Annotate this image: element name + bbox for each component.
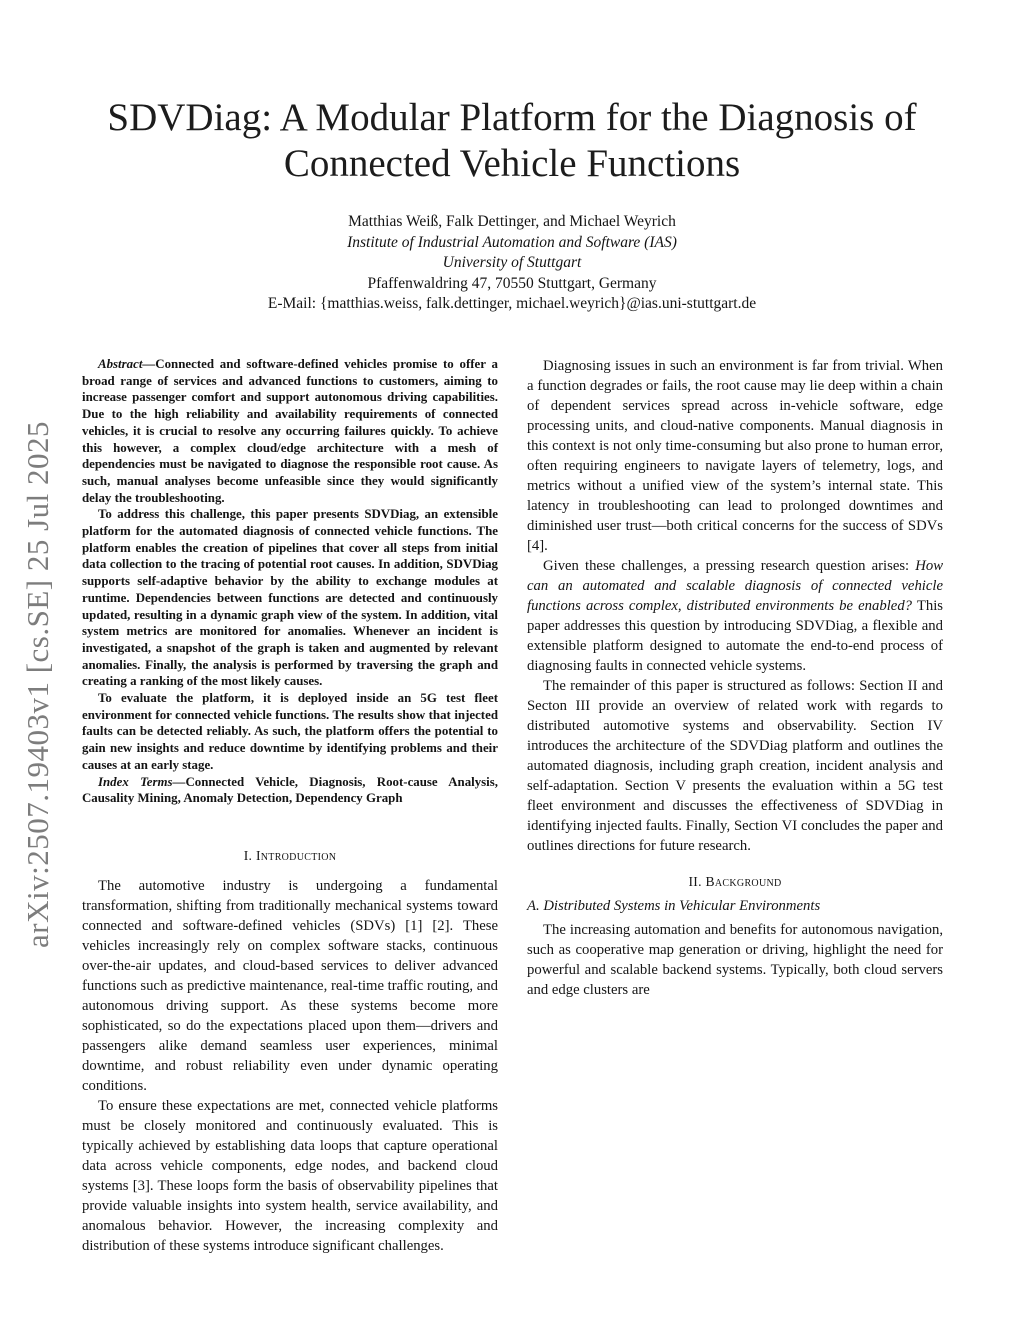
title-line-2: Connected Vehicle Functions xyxy=(283,142,741,185)
left-column xyxy=(82,356,498,1256)
title-line-1: SDVDiag: A Modular Platform for the Diagnosis of xyxy=(107,96,917,139)
paper-title xyxy=(60,95,964,187)
author-block xyxy=(100,212,924,315)
abstract-p2: To address this challenge, this paper presents SDVDiag, an extensible platform for the automated diagnosis of connected vehicle functions. The platform enables the creation of pipelines that cover all steps from initial data collection to the tracing of potential root causes. In addition, SDVDiag supports self-adaptive behavior by the ability to exchange modules at runtime. Dependencies between functions are detected and continuously updated, resulting in a dynamic graph view of the system. In addition, vital system metrics are monitored for anomalies. Whenever an incident is investigated, a snapshot of the graph is taken and augmented by relevant anomalies. Finally, the analysis is performed by traversing the graph and creating a ranking of the most likely causes. xyxy=(82,507,498,689)
authors: Matthias Weiß, Falk Dettinger, and Michael Weyrich xyxy=(348,213,676,230)
index-terms-label: Index Terms— xyxy=(98,774,186,789)
affiliation: Institute of Industrial Automation and Software (IAS) xyxy=(347,233,677,251)
section-heading-introduction: I. Introduction xyxy=(243,847,337,863)
address: Pfaffenwaldring 47, 70550 Stuttgart, Germany xyxy=(367,274,657,292)
abstract-p1: Abstract—Connected and software-defined vehicles promise to offer a broad range of services and advanced functions to customers, aiming to increase passenger comfort and support autonomous driving capabilities. Due to the high reliability and availability requirements of connected vehicles, it is crucial to resolve any occurring failures quickly. To achieve this however, a complex cloud/edge architecture with a mesh of dependencies must be navigated to diagnose the responsible root cause. As such, manual analyses become unfeasible since they would significantly delay the troubleshooting. xyxy=(82,357,498,505)
abstract-p3: To evaluate the platform, it is deployed inside an 5G test fleet environment for connected vehicle functions. The results show that injected faults can be detected reliably. As such, the platform offers the potential to gain new insights and reduce downtime by identifying problems and their causes at an early stage. xyxy=(82,691,498,772)
intro-paragraph-2: To ensure these expectations are met, connected vehicle platforms must be closely monitored and continuously evaluated. This is typically achieved by establishing data loops that capture operational data across vehicle components, edge nodes, and backend cloud systems [3]. These loops form the basis of observability pipelines that provide valuable insights into system health, service availability, and anomalous behavior. However, the increasing complexity and distribution of these systems introduce significant challenges. xyxy=(82,1097,498,1254)
arxiv-stamp: arXiv:2507.19403v1 [cs.SE] 25 Jul 2025 xyxy=(20,420,55,948)
section-heading-background: II. Background xyxy=(688,874,782,889)
intro-paragraph-4: Given these challenges, a pressing research question arises: How can an automated and scalable diagnosis of connected vehicle functions across complex, distributed environments be enabled? This paper addresses this question by introducing SDVDiag, a flexible and extensible platform designed to automate the end-to-end process of diagnosing faults in connected vehicle systems. xyxy=(527,558,943,674)
abstract xyxy=(82,356,498,807)
university: University of Stuttgart xyxy=(442,254,582,271)
research-question: How can an automated and scalable diagnosis of connected vehicle functions across complex, distributed environments be enabled? xyxy=(527,558,943,614)
intro-paragraph-5: The remainder of this paper is structured as follows: Section II and Secton III provide an overview of related work with regards to distributed automotive systems and observability. Section IV introduces the architecture of the SDVDiag platform and outlines the automated diagnosis, including graph creation, incident analysis and self-adaptation. Section V presents the evaluation within a 5G test fleet environment and discusses the effectiveness of SDVDiag in identifying injected faults. Finally, Section VI concludes the paper and outlines directions for future research. xyxy=(527,678,943,854)
subsection-heading: A. Distributed Systems in Vehicular Environments xyxy=(527,898,821,914)
index-terms: Index Terms—Connected Vehicle, Diagnosis, Root-cause Analysis, Causality Mining, Anomaly Detection, Dependency Graph xyxy=(82,774,499,806)
abstract-label: Abstract— xyxy=(98,357,156,371)
background-paragraph-1: The increasing automation and benefits for autonomous navigation, such as cooperative map generation or driving, highlight the need for powerful and scalable backend systems. Typically, both cloud servers and edge clusters are xyxy=(527,922,943,998)
intro-paragraph-3: Diagnosing issues in such an environment is far from trivial. When a function degrades or fails, the root cause may lie deep within a chain of dependent services spread across in-vehicle software, edge processing units, and cloud-native components. Manual diagnosis in this context is not only time-consuming but also prone to human error, often requiring engineers to navigate layers of telemetry, logs, and metrics without a unified view of the system’s internal state. This latency in troubleshooting can lead to prolonged downtimes and diminished user trust—both critical concerns for the success of SDVs [4]. xyxy=(527,358,943,554)
email: E-Mail: {matthias.weiss, falk.dettinger, michael.weyrich}@ias.uni-stuttgart.de xyxy=(267,295,757,312)
intro-paragraph-1: The automotive industry is undergoing a fundamental transformation, shifting from traditionally mechanical systems toward connected and software-defined vehicles (SDVs) [1] [2]. These vehicles increasingly rely on complex software stacks, continuous over-the-air updates, and cloud-based services to deliver advanced functions such as predictive maintenance, real-time traffic routing, and autonomous driving support. As these systems become more sophisticated, so do the expectations placed upon them—drivers and passengers alike demand seamless user experiences, minimal downtime, and robust reliability even under dynamic operating conditions. xyxy=(82,877,498,1094)
right-column xyxy=(527,356,943,1000)
